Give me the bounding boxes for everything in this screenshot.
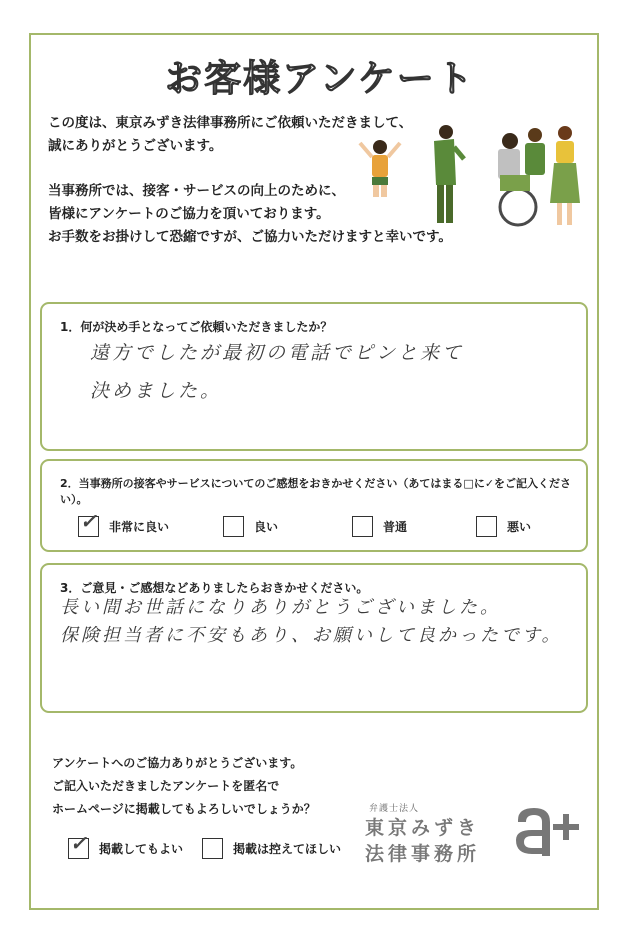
rating-label-bad: 悪い [507, 520, 532, 534]
rating-checkbox-bad[interactable] [476, 516, 497, 537]
outro-line-2: ご記入いただきましたアンケートを匿名で [52, 779, 280, 793]
child-figure [360, 140, 400, 197]
lawyer-figure [434, 125, 464, 223]
consent-option-decline[interactable] [202, 838, 341, 859]
rating-label-average: 普通 [383, 520, 408, 534]
firm-logo-icon [508, 800, 580, 860]
rating-option-good[interactable] [223, 516, 278, 537]
rating-checkbox-very-good[interactable] [78, 509, 99, 537]
question-1-answer-line-1[interactable]: 遠方でしたが最初の電話でピンと来て [90, 342, 465, 364]
rating-checkbox-average[interactable] [352, 516, 373, 537]
question-2-box [40, 459, 588, 552]
consent-checkbox-decline[interactable] [202, 838, 223, 859]
firm-name-line-2: 法律事務所 [365, 843, 481, 865]
question-2-label: 2．当事務所の接客やサービスについてのご感想をおきかせください（あてはまる□に✓をご記入ください）。 [60, 477, 572, 506]
intro-line-3: 当事務所では、接客・サービスの向上のために、 [48, 183, 345, 199]
consent-question [52, 752, 316, 821]
outro-line-1: アンケートへのご協力ありがとうございます。 [52, 756, 303, 770]
rating-option-average[interactable] [352, 516, 407, 537]
intro-line-1: この度は、東京みずき法律事務所にご依頼いただきまして、 [48, 115, 413, 131]
check-mark-icon: ✓ [80, 509, 97, 533]
question-3-box [40, 563, 588, 713]
intro-line-4: 皆様にアンケートのご協力を頂いております。 [48, 206, 330, 222]
survey-title: お客様アンケート [165, 57, 475, 100]
intro-line-5: お手数をお掛けして恐縮ですが、ご協力いただけますと幸いです。 [48, 229, 452, 245]
firm-name-line-1: 東京みずき [365, 817, 481, 839]
question-3-answer-line-1[interactable]: 長い間お世話になりありがとうございました。 [60, 597, 501, 618]
firm-type-label: 弁護士法人 [369, 804, 420, 814]
consent-label-allow: 掲載してもよい [99, 842, 184, 856]
intro-line-2: 誠にありがとうございます。 [48, 138, 223, 154]
rating-checkbox-good[interactable] [223, 516, 244, 537]
question-1-box [40, 302, 588, 451]
rating-label-very-good: 非常に良い [109, 520, 170, 534]
rating-label-good: 良い [254, 520, 279, 534]
consent-option-allow[interactable] [68, 831, 184, 859]
staff-illustration [350, 115, 590, 235]
question-3-answer-line-2[interactable]: 保険担当者に不安もあり、お願いして良かったです。 [60, 625, 563, 646]
question-1-answer-line-2[interactable]: 決めました。 [90, 380, 223, 402]
question-3-label: 3．ご意見・ご感想などありましたらおきかせください。 [60, 581, 369, 595]
outro-line-3: ホームページに掲載してもよろしいでしょうか？ [52, 802, 316, 816]
wheelchair-group [498, 126, 580, 225]
consent-checkbox-allow[interactable] [68, 831, 89, 859]
question-1-label: 1．何が決め手となってご依頼いただきましたか？ [60, 320, 333, 334]
rating-option-bad[interactable] [476, 516, 531, 537]
consent-label-decline: 掲載は控えてほしい [233, 842, 342, 856]
rating-option-very-good[interactable] [78, 509, 170, 537]
check-mark-icon: ✓ [70, 831, 87, 855]
